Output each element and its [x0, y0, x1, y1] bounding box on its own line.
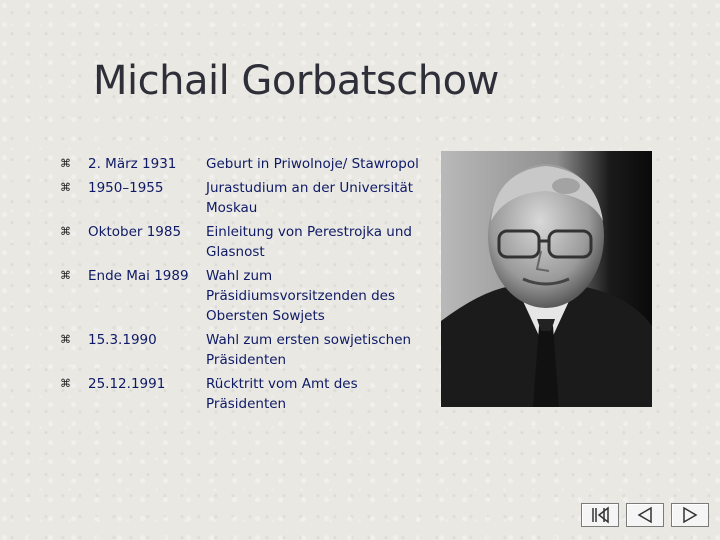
event-date: Ende Mai 1989 — [88, 268, 189, 284]
bullet-icon: ⌘ — [60, 181, 71, 194]
event-date: 15.3.1990 — [88, 332, 157, 348]
portrait-illustration — [441, 151, 652, 407]
bullet-icon: ⌘ — [60, 157, 71, 170]
list-item — [60, 154, 440, 174]
list-item — [60, 374, 440, 414]
first-slide-icon — [587, 506, 613, 524]
first-slide-button[interactable] — [581, 503, 619, 527]
previous-slide-icon — [632, 506, 658, 524]
event-description: Wahl zum ersten sowjetischen Präsidenten — [206, 332, 412, 368]
list-item — [60, 330, 440, 370]
event-date: 25.12.1991 — [88, 376, 166, 392]
event-description: Einleitung von Perestrojka und Glasnost — [206, 224, 412, 260]
event-date: Oktober 1985 — [88, 224, 182, 240]
event-date: 2. März 1931 — [88, 156, 177, 172]
bullet-icon: ⌘ — [60, 225, 71, 238]
list-item — [60, 222, 440, 262]
list-item — [60, 178, 440, 218]
event-description: Wahl zum Präsidiumsvorsitzenden des Obersten Sowjets — [206, 268, 396, 324]
event-date: 1950–1955 — [88, 180, 164, 196]
portrait-photo — [441, 151, 652, 407]
bullet-icon: ⌘ — [60, 269, 71, 282]
slide-title: Michail Gorbatschow — [93, 58, 499, 104]
bullet-icon: ⌘ — [60, 333, 71, 346]
next-slide-icon — [677, 506, 703, 524]
next-slide-button[interactable] — [671, 503, 709, 527]
previous-slide-button[interactable] — [626, 503, 664, 527]
slide-navigation — [581, 503, 709, 527]
bullet-icon: ⌘ — [60, 377, 71, 390]
list-item — [60, 266, 440, 326]
event-description: Rücktritt vom Amt des Präsidenten — [206, 376, 358, 412]
event-description: Geburt in Priwolnoje/ Stawropol — [206, 156, 419, 172]
event-description: Jurastudium an der Universität Moskau — [206, 180, 414, 216]
timeline-list — [60, 154, 440, 418]
